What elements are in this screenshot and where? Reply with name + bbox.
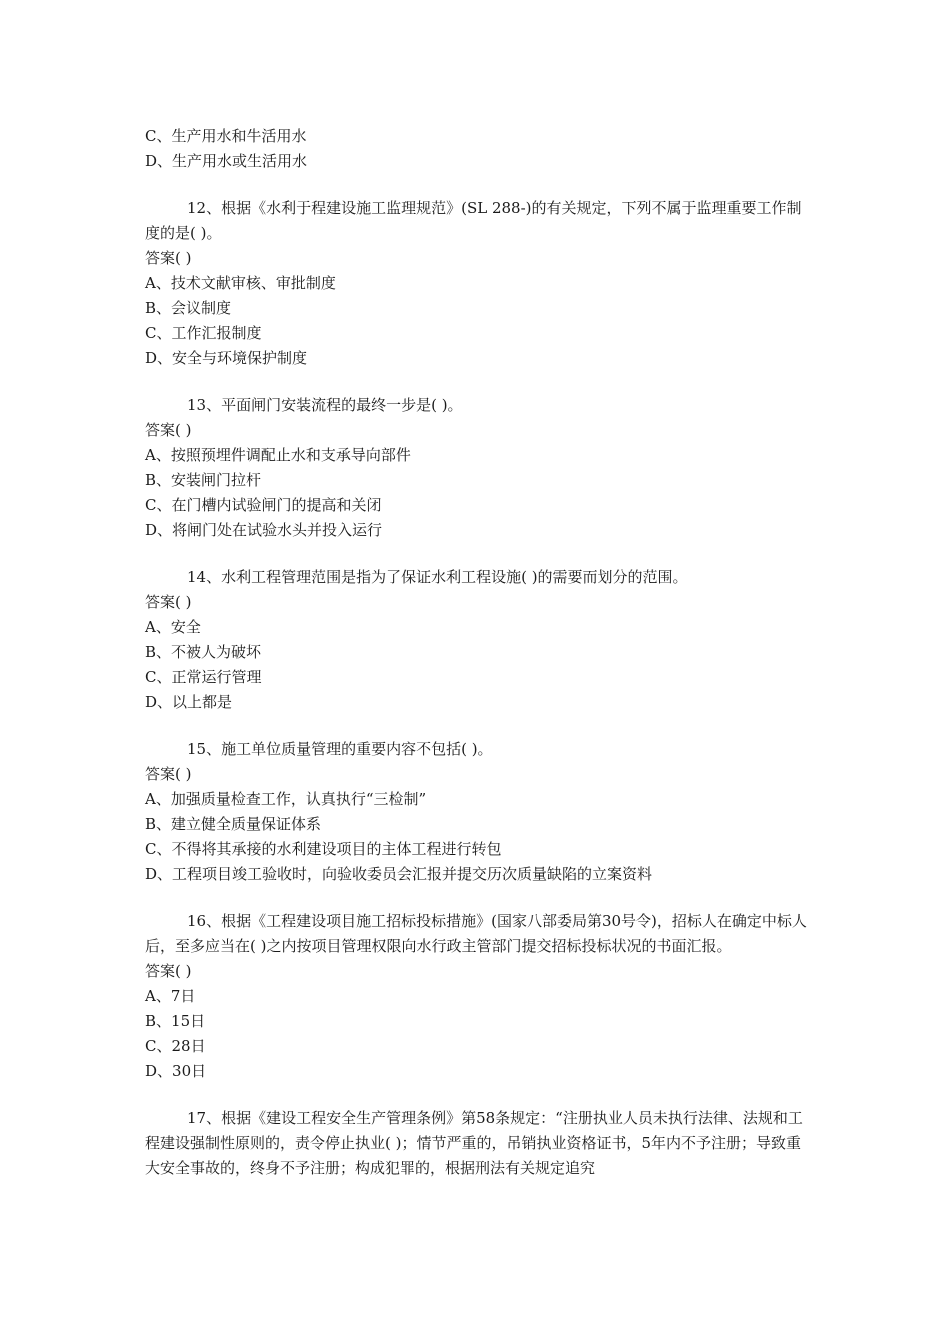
option-b: B、安装闸门拉杆 [145,471,262,489]
option-d: D、工程项目竣工验收时，向验收委员会汇报并提交历次质量缺陷的立案资料 [145,865,653,883]
question-stem: 15、施工单位质量管理的重要内容不包括( )。 [187,740,493,758]
question-16 [145,909,815,1084]
option-a: A、加强质量检查工作，认真执行“三检制” [145,790,427,808]
question-12 [145,196,815,371]
option-c: C、生产用水和牛活用水 [145,127,307,145]
answer-line: 答案( ) [145,765,192,783]
option-d: D、将闸门处在试验水头并投入运行 [145,521,383,539]
option-b: B、建立健全质量保证体系 [145,815,322,833]
option-c: C、工作汇报制度 [145,324,262,342]
option-b: B、会议制度 [145,299,232,317]
question-17 [145,1106,815,1181]
question-15 [145,737,815,887]
question-stem: 13、平面闸门安装流程的最终一步是( )。 [187,396,463,414]
option-d: D、安全与环境保护制度 [145,349,308,367]
option-a: A、按照预埋件调配止水和支承导向部件 [145,446,411,464]
question-stem: 17、根据《建设工程安全生产管理条例》第58条规定：“注册执业人员未执行法律、法规和工程建设强制性原则的，责令停止执业( )；情节严重的，吊销执业资格证书，5年内不予注册；导致重大安全事故的，终身不予注册；构成犯罪的，根据刑法有关规定追究 [145,1109,803,1177]
question-stem: 12、根据《水利于程建设施工监理规范》(SL 288-)的有关规定，下列不属于监理重要工作制度的是( )。 [145,199,802,242]
option-c: C、在门槽内试验闸门的提高和关闭 [145,496,382,514]
option-a: A、安全 [145,618,201,636]
answer-line: 答案( ) [145,421,192,439]
option-d: D、30日 [145,1062,207,1080]
option-b: B、不被人为破坏 [145,643,262,661]
option-d: D、以上都是 [145,693,233,711]
answer-line: 答案( ) [145,593,192,611]
option-c: C、正常运行管理 [145,668,262,686]
question-14 [145,565,815,715]
option-b: B、15日 [145,1012,206,1030]
question-13 [145,393,815,543]
question-stem: 16、根据《工程建设项目施工招标投标措施》(国家八部委局第30号令)，招标人在确定中标人后，至多应当在( )之内按项目管理权限向水行政主管部门提交招标投标状况的书面汇报。 [145,912,807,955]
answer-line: 答案( ) [145,249,192,267]
option-a: A、7日 [145,987,196,1005]
option-d: D、生产用水或生活用水 [145,152,308,170]
option-a: A、技术文献审核、审批制度 [145,274,336,292]
question-stem: 14、水利工程管理范围是指为了保证水利工程设施( )的需要而划分的范围。 [187,568,688,586]
option-c: C、不得将其承接的水利建设项目的主体工程进行转包 [145,840,502,858]
option-c: C、28日 [145,1037,206,1055]
answer-line: 答案( ) [145,962,192,980]
document-page [145,124,815,1181]
